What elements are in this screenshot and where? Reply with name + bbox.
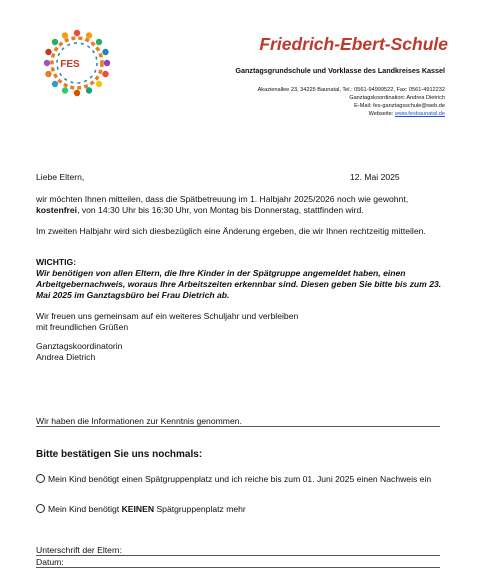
closing-line-1: Wir freuen uns gemeinsam auf ein weiteres Schuljahr und verbleiben <box>36 311 299 321</box>
paragraph-1-end: , von 14:30 Uhr bis 16:30 Uhr, von Montag bis Donnerstag, stattfinden wird. <box>77 205 364 215</box>
acknowledgement-text: Wir haben die Informationen zur Kenntnis genommen. <box>36 416 242 426</box>
school-logo <box>40 26 114 100</box>
option-1-radio[interactable] <box>36 474 45 483</box>
option-2-label-bold: KEINEN <box>121 504 155 514</box>
signature-block <box>36 341 444 363</box>
paragraph-2: Im zweiten Halbjahr wird sich diesbezüglich eine Änderung ergeben, die wir Ihnen rechtzeitig mitteilen. <box>36 226 426 236</box>
important-block <box>36 257 444 301</box>
option-2-radio[interactable] <box>36 504 45 513</box>
option-2[interactable] <box>36 504 444 515</box>
confirm-heading: Bitte bestätigen Sie uns nochmals: <box>36 449 203 460</box>
important-label: WICHTIG: <box>36 257 77 267</box>
salutation: Liebe Eltern, <box>36 172 85 182</box>
closing-line-2: mit freundlichen Grüßen <box>36 322 129 332</box>
closing <box>36 311 444 333</box>
paragraph-1-start: wir möchten Ihnen mitteilen, dass die Spätbetreuung im 1. Halbjahr 2025/2026 noch wie gewohnt, <box>36 194 409 204</box>
acknowledgement-line <box>36 426 440 427</box>
logo-text: FES <box>60 59 80 70</box>
signer-name: Andrea Dietrich <box>36 352 96 362</box>
option-1-label: Mein Kind benötigt einen Spätgruppenplatz und ich reiche bis zum 01. Juni 2025 einen Nachweis ein <box>48 474 432 484</box>
date-label: Datum: <box>36 557 64 567</box>
website-link[interactable]: www.fesbaunatal.de <box>394 111 445 117</box>
school-subtitle: Ganztagsgrundschule und Vorklasse des Landkreises Kassel <box>235 66 445 75</box>
email-line: E-Mail: fes-ganztagsschule@web.de <box>354 103 445 109</box>
coordination-line: Ganztagskoordination: Andrea Dietrich <box>349 95 445 101</box>
website-line <box>369 111 445 117</box>
website-label: Webseite: <box>368 111 394 117</box>
paragraph-1 <box>36 194 444 216</box>
option-2-label-end: Spätgruppenplatz mehr <box>154 504 246 514</box>
paragraph-1-bold: kostenfrei <box>36 205 78 215</box>
letter-date: 12. Mai 2025 <box>350 172 400 182</box>
signer-title: Ganztagskoordinatorin <box>36 341 123 351</box>
option-1[interactable] <box>36 474 444 485</box>
parent-signature-line[interactable] <box>36 555 440 556</box>
important-text: Wir benötigen von allen Eltern, die Ihre Kinder in der Spätgruppe angemeldet haben, einen Arbeitgebernachweis, woraus Ihre Arbeitszeiten erkennbar sind. Diesen geben Sie bitte bis zum 23. Mai 2025 im Ganztagsbüro bei Frau Dietrich ab. <box>36 268 442 300</box>
parent-signature-label: Unterschrift der Eltern: <box>36 545 122 555</box>
option-2-label-start: Mein Kind benötigt <box>48 504 122 514</box>
school-address: Akazienallee 23, 34225 Baunatal, Tel.: 0561-94999522, Fax: 0561-4912232 <box>257 87 445 93</box>
school-name: Friedrich-Ebert-Schule <box>259 34 448 54</box>
date-line[interactable] <box>36 567 440 568</box>
